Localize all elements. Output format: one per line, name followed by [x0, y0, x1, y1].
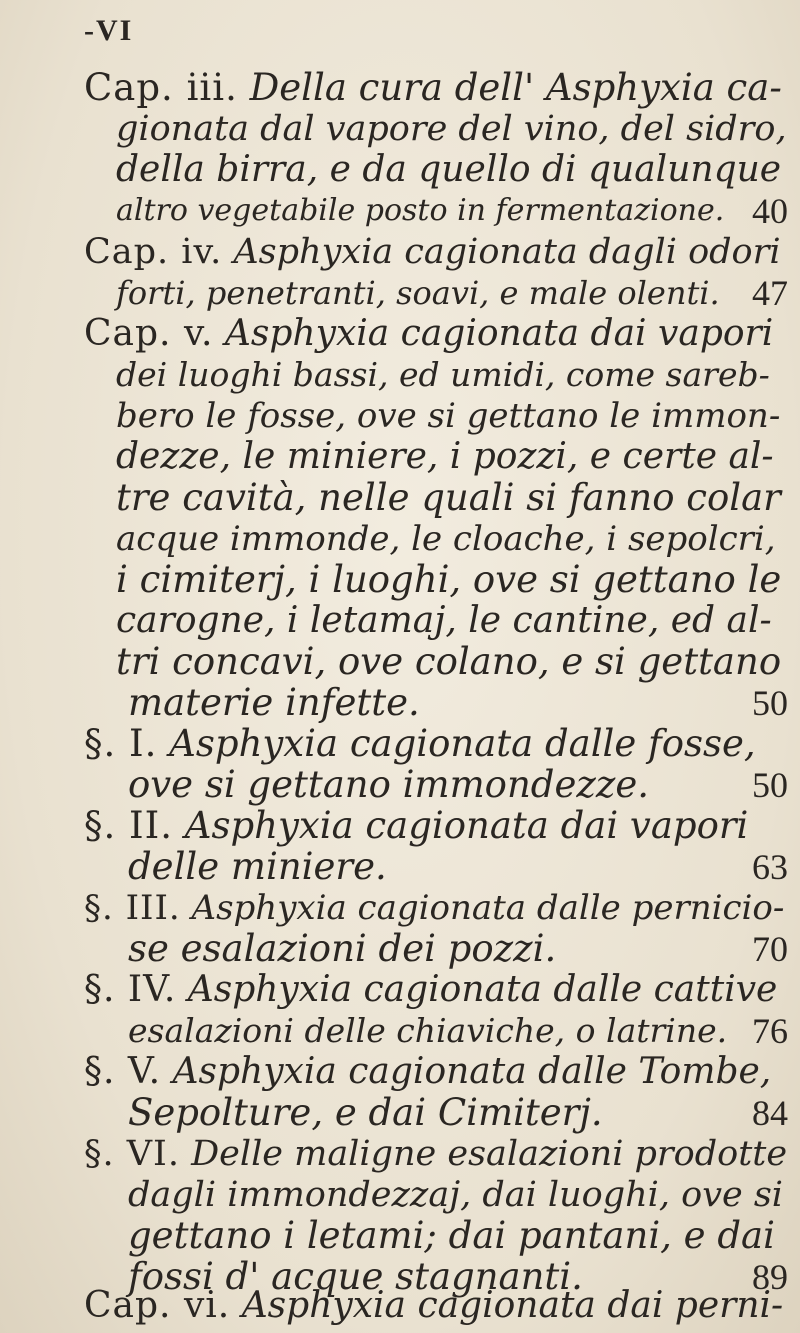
toc-text: gettano i letami; dai pantani, e dai — [128, 1214, 775, 1257]
toc-page-number: 89 — [752, 1257, 788, 1297]
toc-text: Della cura dell' Asphyxia ca- — [249, 66, 782, 109]
toc-text: esalazioni delle chiaviche, o latrine. — [128, 1011, 728, 1050]
toc-text: altro vegetabile posto in fermentazione. — [116, 193, 725, 228]
toc-lead: §. I. — [84, 722, 158, 765]
toc-text: Asphyxia cagionata dalle fosse, — [169, 722, 756, 765]
toc-page-number: 63 — [752, 847, 788, 887]
toc-text: Sepolture, e dai Cimiterj. — [128, 1091, 603, 1134]
toc-page-number: 50 — [752, 765, 788, 805]
toc-lead: Cap. v. — [84, 313, 214, 354]
toc-text: Delle maligne esalazioni prodotte — [191, 1134, 788, 1174]
toc-text: Asphyxia cagionata dalle cattive — [187, 969, 778, 1010]
toc-text: Asphyxia cagionata dalle pernicio- — [191, 888, 785, 928]
toc-text: se esalazioni dei pozzi. — [128, 927, 557, 970]
toc-page-number: 50 — [752, 683, 788, 723]
toc-page-number: 76 — [752, 1011, 788, 1051]
toc-text: tre cavità, nelle quali si fanno colar — [116, 476, 781, 519]
toc-page-number: 70 — [752, 929, 788, 969]
signature-mark: -VI — [84, 14, 134, 47]
toc-text: Asphyxia cagionata dai vapori — [184, 804, 749, 847]
toc-text: Asphyxia cagionata dai perni- — [241, 1285, 784, 1326]
toc-text: dezze, le miniere, i pozzi, e certe al- — [116, 436, 774, 477]
toc-text: tri concavi, ove colano, e si gettano — [116, 640, 782, 683]
toc-text: della birra, e da quello di qualunque — [116, 149, 782, 190]
toc-lead: §. IV. — [84, 969, 177, 1010]
toc-text: gionata dal vapore del vino, del sidro, — [116, 109, 787, 149]
toc-text: Asphyxia cagionata dalle Tombe, — [172, 1051, 772, 1092]
toc-lead: §. III. — [84, 888, 181, 928]
toc-line — [0, 1280, 800, 1332]
toc-lead: Cap. iv. — [84, 232, 223, 272]
toc-text: dagli immondezzaj, dai luoghi, ove si — [128, 1175, 783, 1215]
toc-page-number: 40 — [752, 191, 788, 231]
toc-text: Asphyxia cagionata dagli odori — [233, 232, 781, 272]
toc-text: fossi d' acque stagnanti. — [128, 1255, 583, 1298]
toc-text: dei luoghi bassi, ed umidi, come sareb- — [116, 355, 770, 394]
toc-lead: §. V. — [84, 1051, 162, 1092]
toc-lead: §. VI. — [84, 1134, 180, 1174]
toc-text: Asphyxia cagionata dai vapori — [224, 313, 774, 354]
toc-page-number: 84 — [752, 1093, 788, 1133]
toc-lead: §. II. — [84, 804, 174, 847]
toc-text: forti, penetranti, soavi, e male olenti. — [116, 274, 720, 312]
toc-text: acque immonde, le cloache, i sepolcri, — [116, 519, 776, 559]
toc-text: carogne, i letamaj, le cantine, ed al- — [116, 600, 772, 641]
toc-text: delle miniere. — [128, 845, 387, 888]
toc-lead: Cap. iii. — [84, 66, 238, 109]
toc-text: i cimiterj, i luoghi, ove si gettano le — [116, 558, 782, 601]
toc-text: bero le fosse, ove si gettano le immon- — [116, 396, 781, 436]
toc-lead: Cap. vi. — [84, 1285, 231, 1326]
toc-text: ove si gettano immondezze. — [128, 763, 649, 806]
toc-page-number: 47 — [752, 273, 788, 313]
toc-text: materie infette. — [128, 681, 420, 724]
